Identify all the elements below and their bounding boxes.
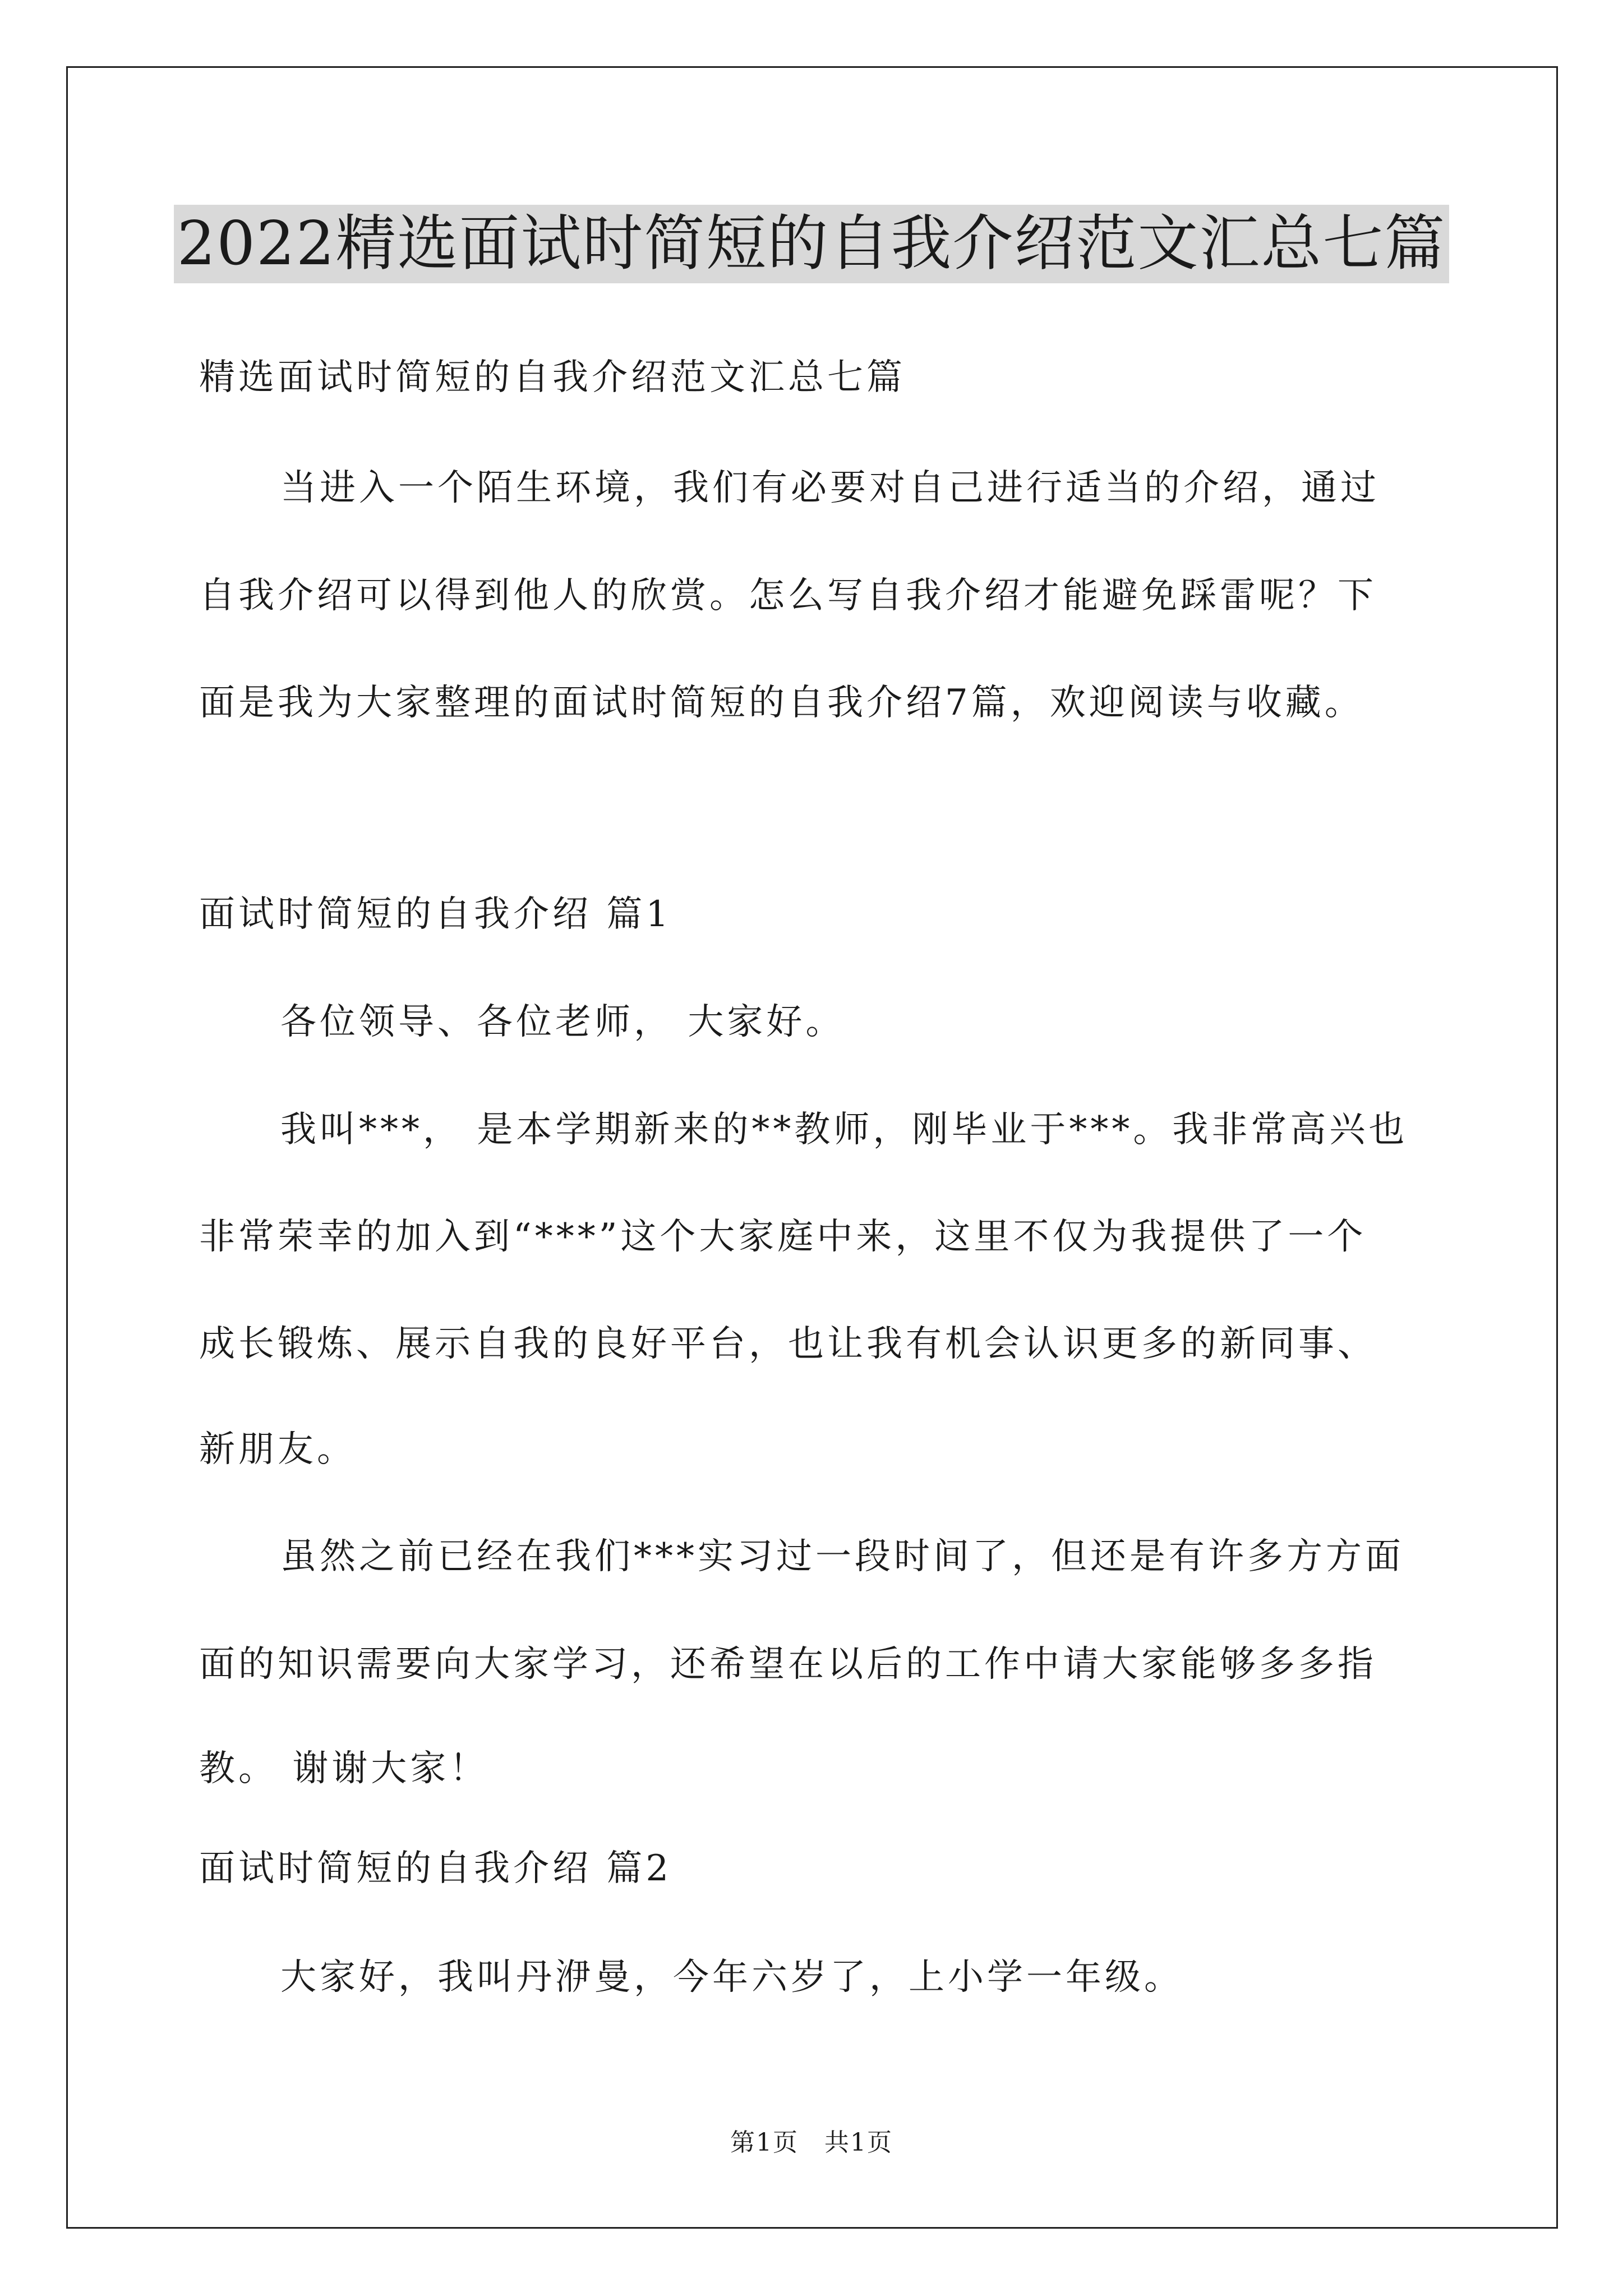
section-1-heading: 面试时简短的自我介绍 篇1 (199, 894, 672, 935)
page-footer: 第1页 共1页 (730, 2128, 893, 2157)
intro-line-1: 当进入一个陌生环境，我们有必要对自己进行适当的介绍，通过 (280, 467, 1380, 509)
section-2-heading: 面试时简短的自我介绍 篇2 (199, 1848, 672, 1889)
section-1-para2-line-1: 我叫***， 是本学期新来的**教师，刚毕业于***。我非常高兴也 (280, 1109, 1408, 1151)
section-1-greeting: 各位领导、各位老师， 大家好。 (280, 1001, 845, 1043)
section-1-para3-line-3: 教。 谢谢大家！ (199, 1748, 489, 1789)
section-1-para2-line-4: 新朋友。 (199, 1429, 356, 1470)
section-2-para1: 大家好，我叫丹洢曼，今年六岁了，上小学一年级。 (280, 1957, 1183, 1998)
section-1-para2-line-3: 成长锻炼、展示自我的良好平台，也让我有机会认识更多的新同事、 (199, 1323, 1377, 1365)
document-subtitle: 精选面试时简短的自我介绍范文汇总七篇 (199, 357, 906, 398)
section-1-para3-line-2: 面的知识需要向大家学习，还希望在以后的工作中请大家能够多多指 (199, 1644, 1377, 1685)
section-1-para3-line-1: 虽然之前已经在我们***实习过一段时间了，但还是有许多方方面 (280, 1536, 1404, 1577)
document-title: 2022精选面试时简短的自我介绍范文汇总七篇 (174, 205, 1450, 283)
section-1-para2-line-2: 非常荣幸的加入到“***”这个大家庭中来，这里不仅为我提供了一个 (199, 1216, 1367, 1258)
intro-line-3: 面是我为大家整理的面试时简短的自我介绍7篇，欢迎阅读与收藏。 (199, 682, 1364, 724)
intro-line-2: 自我介绍可以得到他人的欣赏。怎么写自我介绍才能避免踩雷呢？下 (199, 575, 1377, 616)
title-container (0, 205, 1623, 283)
